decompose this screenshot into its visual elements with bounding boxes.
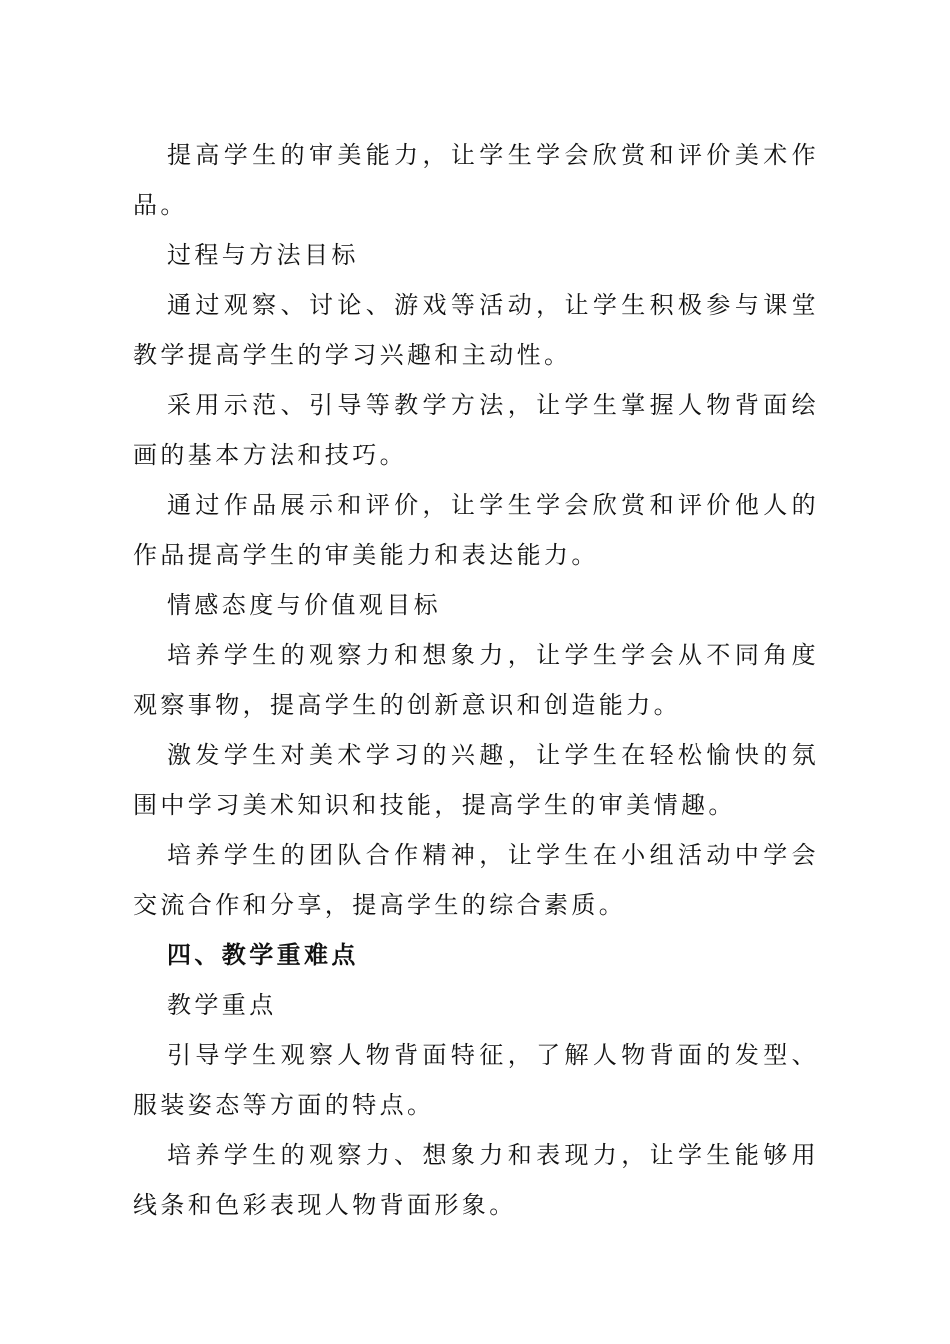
subheading-process-method-goals: 过程与方法目标 [167,241,359,269]
subheading-teaching-focus: 教学重点 [167,991,277,1019]
paragraph-interest: 激发学生对美术学习的兴趣，让学生在轻松愉快的氛围中学习美术知识和技能，提高学生的审美情趣。 [133,741,819,819]
paragraph-demonstration: 采用示范、引导等教学方法，让学生掌握人物背面绘画的基本方法和技巧。 [133,391,819,469]
paragraph-expression: 培养学生的观察力、想象力和表现力，让学生能够用线条和色彩表现人物背面形象。 [133,1141,819,1219]
paragraph-back-features: 引导学生观察人物背面特征，了解人物背面的发型、服装姿态等方面的特点。 [133,1041,819,1119]
paragraph-work-display: 通过作品展示和评价，让学生学会欣赏和评价他人的作品提高学生的审美能力和表达能力。 [133,491,819,569]
paragraph-aesthetic-ability: 提高学生的审美能力，让学生学会欣赏和评价美术作品。 [133,141,819,219]
paragraph-activities: 通过观察、讨论、游戏等活动，让学生积极参与课堂教学提高学生的学习兴趣和主动性。 [133,291,819,369]
document-body [133,130,819,1230]
paragraph-teamwork: 培养学生的团队合作精神，让学生在小组活动中学会交流合作和分享，提高学生的综合素质。 [133,841,819,919]
section-heading-key-points: 四、教学重难点 [167,941,359,969]
subheading-emotion-values-goals: 情感态度与价值观目标 [167,591,441,619]
paragraph-observation-imagination: 培养学生的观察力和想象力，让学生学会从不同角度观察事物，提高学生的创新意识和创造能力。 [133,641,819,719]
